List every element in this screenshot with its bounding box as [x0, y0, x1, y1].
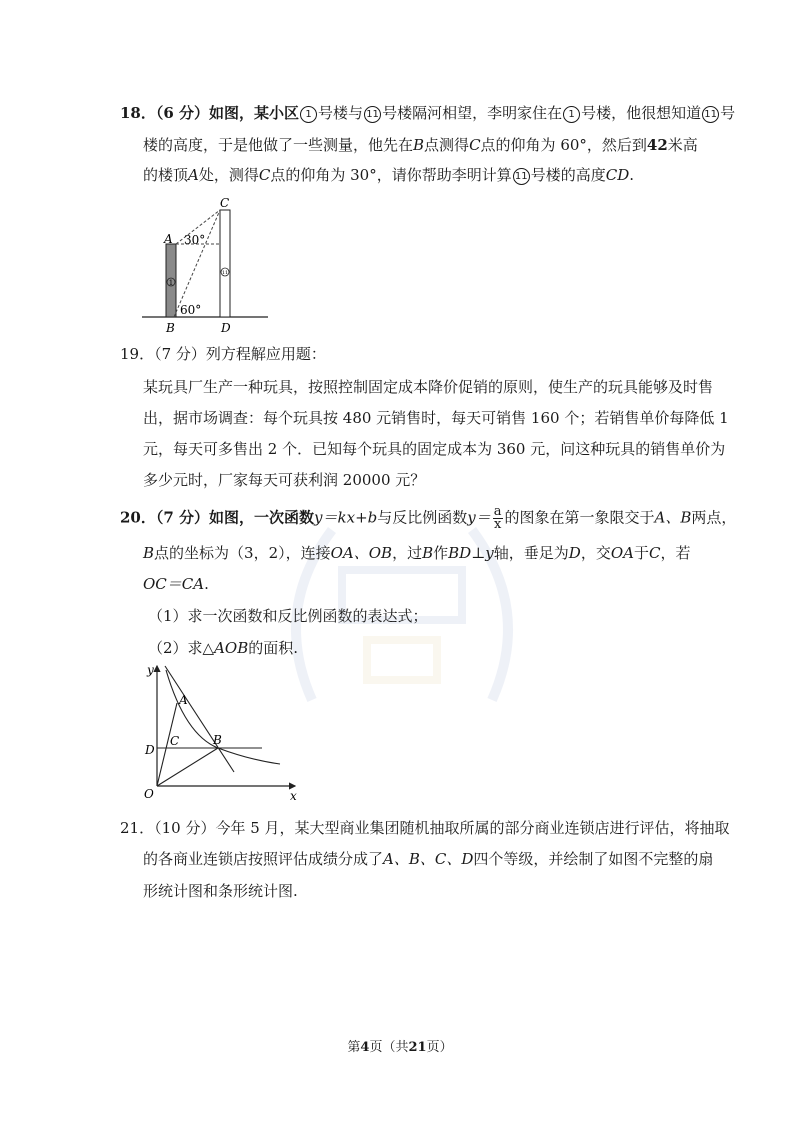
q18-text: 点的仰角为 60°，然后到: [480, 136, 647, 154]
q18-number-and-intro: 18．（6 分）如图，某小区: [120, 104, 300, 122]
fraction-numerator: a: [493, 504, 502, 519]
q19-line1: 某玩具厂生产一种玩具，按照控制固定成本降价促销的原则，使生产的玩具能够及时售: [143, 378, 714, 396]
origin-label: O: [144, 787, 154, 801]
q20-figure: [140, 660, 305, 805]
point-C-label: C: [170, 734, 180, 748]
q20-text: （2）求△: [148, 639, 215, 657]
building-1-circle: 1: [563, 106, 580, 123]
x-axis-label: x: [290, 789, 297, 803]
q20-point-label: B: [422, 544, 434, 562]
q21-grade-labels: A、B、C、D: [383, 850, 474, 868]
q19-line3: 元，每天可多售出 2 个．已知每个玩具的固定成本为 360 元，问这种玩具的销售单价为: [143, 440, 726, 458]
q20-text: 的图象在第一象限交于: [504, 508, 655, 527]
q18-text: 楼的高度，于是他做了一些测量，他先在: [143, 136, 414, 154]
point-B-label: B: [213, 733, 222, 747]
q18-height-value: 42: [646, 136, 668, 154]
q20-part2: [148, 637, 298, 659]
q21-line2: [143, 848, 713, 870]
building-1-label: 1: [168, 279, 174, 287]
q20-text: ，交: [580, 544, 611, 562]
q20-text: 于: [633, 544, 649, 562]
q18-text: 处，测得: [198, 166, 259, 184]
q20-point-labels: A、B: [654, 508, 692, 527]
q20-part1: （1）求一次函数和反比例函数的表达式；: [148, 607, 428, 625]
point-D-label: D: [221, 321, 231, 335]
angle-60-label: 60°: [180, 303, 202, 317]
q21-line1: 21．（10 分）今年 5 月，某大型商业集团随机抽取所属的部分商业连锁店进行评估，将抽取: [120, 819, 730, 837]
q20-text: 点的坐标为（3，2），连接: [154, 544, 331, 562]
q18-segment-label: CD: [605, 166, 630, 184]
q18-text: 号楼的高度: [530, 166, 606, 184]
fraction-a-over-x: [493, 506, 503, 531]
q19-line2: 出，据市场调查：每个玩具按 480 元销售时，每天可销售 160 个；若销售单价每降低 1: [143, 409, 729, 427]
linear-function-line: [165, 666, 234, 772]
building-11-circle: 11: [364, 106, 381, 123]
footer-text: 第: [347, 1040, 361, 1055]
point-C-label: C: [220, 196, 230, 210]
building-11-label: 11: [221, 270, 229, 276]
q20-number-and-intro: 20．（7 分）如图，一次函数: [120, 508, 315, 527]
q20-text: 作: [433, 544, 449, 562]
q18-line1: [120, 102, 735, 124]
q20-point-label: C: [649, 544, 661, 562]
triangle-label: AOB: [214, 639, 249, 657]
building-1-circle: 1: [300, 106, 317, 123]
q18-figure: [140, 192, 280, 342]
q21-text: 四个等级，并绘制了如图不完整的扇: [473, 850, 714, 868]
building-11-circle: 11: [702, 106, 719, 123]
q18-text: 点测得: [424, 136, 470, 154]
y-axis-label: y: [147, 663, 154, 677]
q20-line1: [120, 506, 736, 531]
q20-line3: [143, 573, 209, 595]
q20-text: .: [204, 575, 209, 593]
point-B-label: B: [166, 321, 175, 335]
q20-point-label: B: [143, 544, 155, 562]
q20-condition: OC＝CA: [143, 575, 205, 593]
building-11-circle: 11: [513, 168, 530, 185]
q20-text: 与反比例函数: [377, 508, 468, 527]
q20-segment-labels: OA、OB: [330, 544, 393, 562]
page-footer: [0, 1036, 800, 1055]
q18-point-label: C: [258, 166, 271, 184]
q20-text: 的面积.: [248, 639, 299, 657]
fraction-denominator: x: [493, 517, 502, 532]
q18-line3: [143, 164, 634, 186]
q18-line2: [143, 134, 698, 156]
footer-text: 页（共: [369, 1040, 409, 1055]
q18-text: 号楼与: [318, 104, 364, 122]
inverse-function-expression: y＝: [467, 508, 491, 527]
q19-line4: 多少元时，厂家每天可获利润 20000 元？: [143, 471, 426, 489]
point-D-label: D: [145, 743, 155, 757]
linear-function-expression: y＝kx+b: [314, 508, 378, 527]
sightline-B-to-C: [174, 210, 220, 317]
q18-text: 的楼顶: [143, 166, 189, 184]
q18-point-label: A: [188, 166, 199, 184]
angle-30-label: 30°: [184, 233, 206, 247]
point-A-label: A: [164, 232, 173, 246]
q20-text: ，若: [660, 544, 691, 562]
segment-OB: [157, 748, 218, 786]
q21-text: 的各商业连锁店按照评估成绩分成了: [143, 850, 384, 868]
q20-text: 轴，垂足为: [493, 544, 569, 562]
q20-perpendicular: BD⊥y: [448, 544, 494, 562]
q20-text: 两点，: [691, 508, 737, 527]
current-page-number: 4: [360, 1040, 370, 1055]
footer-text: 页）: [426, 1040, 453, 1055]
q18-text: .: [629, 166, 635, 184]
q20-text: ，过: [392, 544, 423, 562]
q18-text: 点的仰角为 30°，请你帮助李明计算: [270, 166, 512, 184]
point-A-label: A: [179, 693, 188, 707]
total-pages-number: 21: [408, 1040, 427, 1055]
building-11: [220, 210, 230, 317]
q20-segment-label: OA: [610, 544, 634, 562]
q19-title: 19．（7 分）列方程解应用题：: [120, 345, 326, 363]
q18-point-label: B: [413, 136, 425, 154]
q18-text: 号: [720, 104, 736, 122]
q20-line2: [143, 542, 691, 564]
q18-text: 号楼，他很想知道: [581, 104, 702, 122]
q18-point-label: C: [469, 136, 481, 154]
q18-text: 米高: [667, 136, 698, 154]
hyperbola-curve: [166, 670, 280, 764]
q21-line3: 形统计图和条形统计图.: [143, 882, 298, 900]
q18-text: 号楼隔河相望，李明家住在: [382, 104, 563, 122]
q20-point-label: D: [568, 544, 581, 562]
